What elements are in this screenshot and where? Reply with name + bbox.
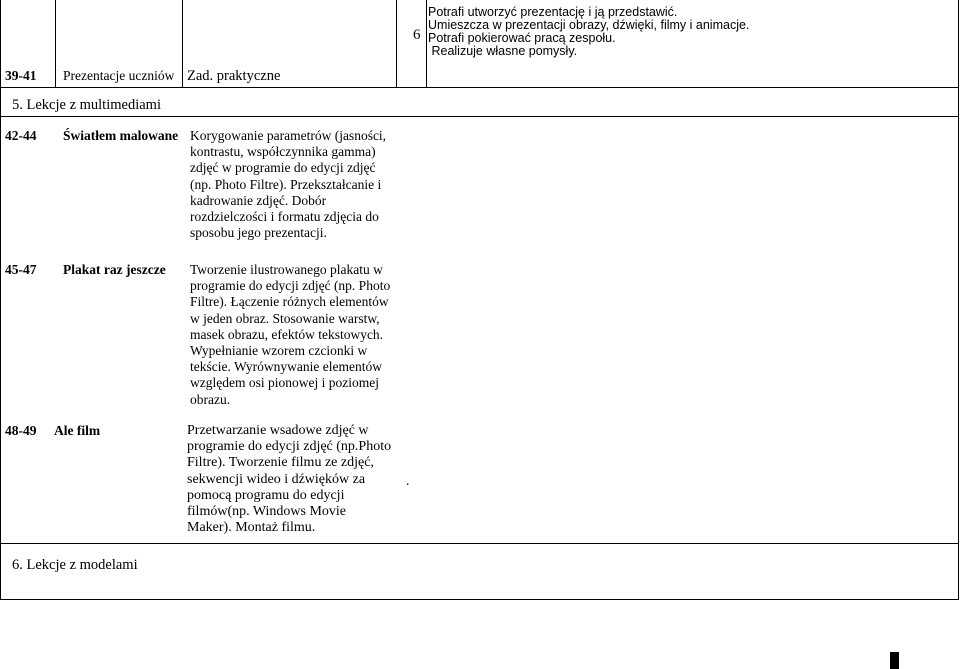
description-line: obrazu. <box>190 391 231 407</box>
lesson-number: 42-44 <box>5 128 37 143</box>
page-corner-mark <box>890 652 899 669</box>
table-border-right <box>958 0 959 600</box>
description-line: względem osi pionowej i poziomej <box>190 375 379 391</box>
description-line: Maker). Montaż filmu. <box>187 520 316 536</box>
description-line: (np. Photo Filtre). Przekształcanie i <box>190 176 382 192</box>
description-line: tekście. Wyrównywanie elementów <box>190 359 382 375</box>
description-line: Przetwarzanie wsadowe zdjęć w <box>187 423 369 438</box>
table-border-left <box>0 0 1 600</box>
description-line: sekwencji wideo i dźwięków za <box>187 471 366 487</box>
column-divider-num <box>55 0 56 87</box>
section-title: 5. Lekcje z multimediami <box>12 97 161 113</box>
description-line: Korygowanie parametrów (jasności, <box>190 128 387 143</box>
outcome-item: Umieszcza w prezentacji obrazy, dźwięki, filmy i animacje. <box>428 18 750 32</box>
lesson-description <box>187 423 391 536</box>
description-line: Filtre). Łączenie różnych elementów <box>190 294 389 310</box>
description-line: programie do edycji zdjęć (np. Photo <box>190 278 391 294</box>
description-line: rozdzielczości i formatu zdjęcia do <box>190 209 379 225</box>
description-line: programie do edycji zdjęć (np.Photo <box>187 439 392 455</box>
description-line: zdjęć w programie do edycji zdjęć <box>190 160 376 176</box>
outcome-item: Realizuje własne pomysły. <box>428 44 578 58</box>
row-border <box>0 87 959 88</box>
description-line: filmów(np. Windows Movie <box>187 504 347 520</box>
lesson-title: Prezentacje uczniów <box>63 68 175 83</box>
description-line: Wypełnianie wzorem czcionki w <box>190 343 368 359</box>
column-divider-content <box>182 0 183 87</box>
lesson-title: Ale film <box>54 423 101 438</box>
row-border <box>0 543 959 544</box>
description-line: w jeden obraz. Stosowanie warstw, <box>190 310 380 326</box>
lesson-number: 39-41 <box>5 68 37 83</box>
lesson-number: 45-47 <box>5 262 37 277</box>
description-line: sposobu jego prezentacji. <box>190 225 327 241</box>
lesson-number: 48-49 <box>5 423 37 438</box>
row-border <box>0 599 959 600</box>
description-line: Filtre). Tworzenie filmu ze zdjęć, <box>187 455 374 471</box>
description-line: Tworzenie ilustrowanego plakatu w <box>190 262 383 277</box>
lesson-content: Zad. praktyczne <box>187 68 281 84</box>
column-divider-outcomes <box>426 0 427 87</box>
outcome-item: Potrafi utworzyć prezentację i ją przedstawić. <box>428 5 678 19</box>
lesson-title: Światłem malowane <box>63 128 179 143</box>
row-border <box>0 116 959 117</box>
outcome-item: Potrafi pokierować pracą zespołu. <box>428 31 616 45</box>
lesson-description <box>190 128 386 241</box>
section-title: 6. Lekcje z modelami <box>12 557 138 573</box>
outcome-placeholder-dot: . <box>406 473 410 488</box>
description-line: kadrowanie zdjęć. Dobór <box>190 192 327 208</box>
column-divider-hours <box>396 0 397 87</box>
description-line: masek obrazu, efektów tekstowych. <box>190 326 384 342</box>
description-line: kontrastu, współczynnika gamma) <box>190 144 376 160</box>
lesson-description <box>190 262 390 408</box>
lesson-title: Plakat raz jeszcze <box>63 262 166 277</box>
description-line: pomocą programu do edycji <box>187 487 345 503</box>
hours-cell: 6 <box>413 27 421 43</box>
